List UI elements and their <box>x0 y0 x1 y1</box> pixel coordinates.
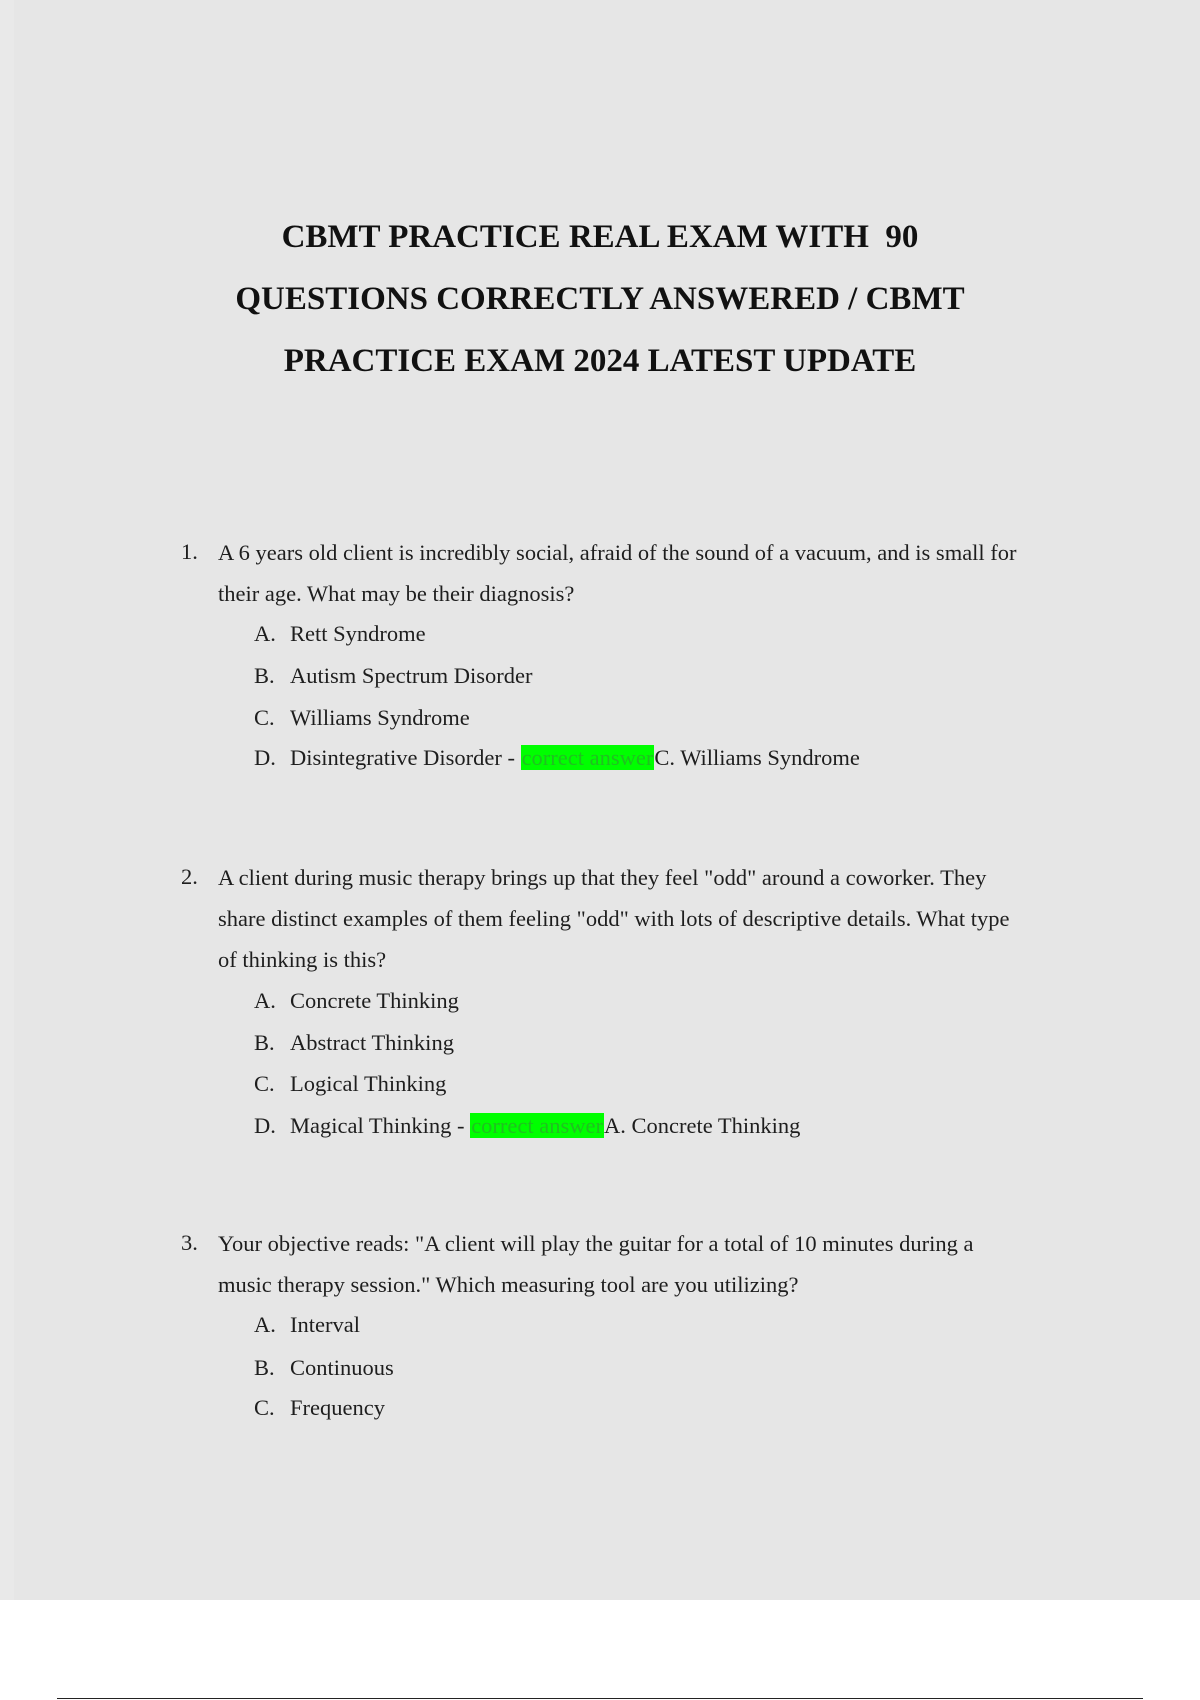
question-text-line: A client during music therapy brings up that they feel "odd" around a coworker. They <box>218 865 987 890</box>
option-b <box>0 1348 1200 1388</box>
option-letter: A. <box>254 1312 276 1337</box>
option-text: Frequency <box>290 1395 385 1420</box>
question-text-line: music therapy session." Which measuring tool are you utilizing? <box>218 1272 799 1297</box>
question-text-line: their age. What may be their diagnosis? <box>218 581 575 606</box>
option-letter: A. <box>254 988 276 1013</box>
option-d <box>0 738 1200 778</box>
option-text: Continuous <box>290 1355 394 1380</box>
option-letter: D. <box>254 745 276 770</box>
option-b <box>0 656 1200 696</box>
question-text <box>218 857 1088 980</box>
question-text <box>218 532 1088 614</box>
option-label: Disintegrative Disorder - <box>290 745 521 770</box>
footer-rule <box>57 1698 1143 1699</box>
option-label: Magical Thinking - <box>290 1113 471 1138</box>
option-text: Logical Thinking <box>290 1071 447 1096</box>
option-d <box>0 1106 1200 1146</box>
title-line-2: QUESTIONS CORRECTLY ANSWERED / CBMT <box>235 281 965 317</box>
correct-answer: A. Concrete Thinking <box>603 1113 801 1138</box>
option-text: Concrete Thinking <box>290 988 459 1013</box>
title-line-3: PRACTICE EXAM 2024 LATEST UPDATE <box>283 343 917 379</box>
correct-answer: C. Williams Syndrome <box>654 745 860 770</box>
option-letter: C. <box>254 705 275 730</box>
question-text-line: A 6 years old client is incredibly social, afraid of the sound of a vacuum, and is small for <box>218 540 1017 565</box>
document-title <box>0 206 1200 392</box>
option-a <box>0 1305 1200 1345</box>
option-a <box>0 614 1200 654</box>
option-text <box>290 1106 800 1146</box>
question-number: 1. <box>181 539 198 564</box>
option-a <box>0 981 1200 1021</box>
title-line-1: CBMT PRACTICE REAL EXAM WITH 90 <box>281 219 919 255</box>
option-letter: C. <box>254 1071 275 1096</box>
option-text: Williams Syndrome <box>290 705 470 730</box>
option-letter: B. <box>254 1030 275 1055</box>
option-b <box>0 1023 1200 1063</box>
question-number: 2. <box>181 864 198 889</box>
question-text <box>218 1223 1088 1305</box>
option-letter: B. <box>254 663 275 688</box>
option-text: Interval <box>290 1312 360 1337</box>
option-text: Abstract Thinking <box>290 1030 454 1055</box>
option-letter: A. <box>254 621 276 646</box>
option-letter: B. <box>254 1355 275 1380</box>
option-c <box>0 1388 1200 1428</box>
question-text-line: of thinking is this? <box>218 947 387 972</box>
question-text-line: share distinct examples of them feeling "odd" with lots of descriptive details. What type <box>218 906 1010 931</box>
option-text <box>290 738 860 778</box>
option-c <box>0 1064 1200 1104</box>
option-text: Rett Syndrome <box>290 621 426 646</box>
option-text: Autism Spectrum Disorder <box>290 663 533 688</box>
question-number: 3. <box>181 1230 198 1255</box>
correct-answer-highlight: correct answer <box>471 1113 603 1138</box>
correct-answer-highlight: correct answer <box>521 745 654 770</box>
option-letter: C. <box>254 1395 275 1420</box>
option-c <box>0 698 1200 738</box>
question-text-line: Your objective reads: "A client will play the guitar for a total of 10 minutes during a <box>218 1231 974 1256</box>
option-letter: D. <box>254 1113 276 1138</box>
